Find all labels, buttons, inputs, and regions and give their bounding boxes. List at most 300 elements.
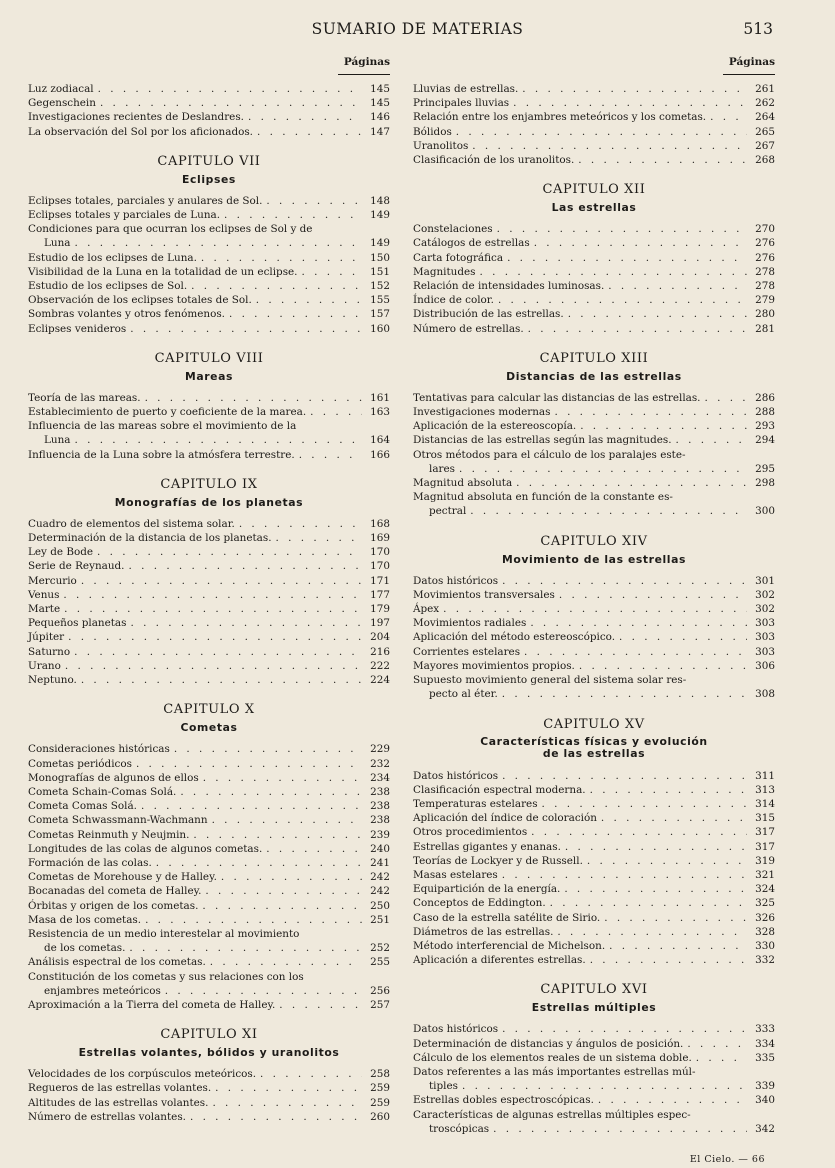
toc-group — [413, 222, 775, 336]
dot-leader — [498, 293, 747, 307]
dot-leader — [590, 953, 747, 967]
dot-leader — [180, 785, 362, 799]
chapter-subject: Movimiento de las estrellas — [501, 552, 687, 566]
entry-page-number: 265 — [755, 125, 775, 138]
dot-leader — [299, 448, 362, 462]
entry-title: Cometas periódicos — [28, 757, 132, 770]
dot-leader — [301, 265, 362, 279]
entry-title: Índice de color. — [413, 294, 494, 307]
toc-entry — [413, 476, 775, 490]
entry-page-number: 308 — [755, 688, 775, 701]
entry-title: Venus — [28, 588, 60, 601]
dot-leader — [502, 1022, 747, 1036]
footer-signature: El Cielo. — 66 — [689, 1154, 765, 1165]
toc-entry-continuation — [413, 687, 775, 701]
dot-leader — [81, 673, 362, 687]
right-column — [413, 54, 775, 1136]
toc-entry-multiline: Condiciones para que ocurran los eclipses de Sol y de — [28, 223, 313, 236]
entry-title: Cometas de Morehouse y de Halley. — [28, 871, 217, 884]
toc-entry-multiline: Constitución de los cometas y sus relaciones con los — [28, 970, 304, 983]
entry-title: Determinación de distancias y ángulos de posición. — [413, 1037, 684, 1050]
entry-title: de los cometas. — [44, 942, 126, 955]
entry-title: Datos históricos — [413, 769, 499, 782]
entry-title: Júpiter — [28, 631, 65, 644]
entry-title: Pequeños planetas — [28, 617, 127, 630]
toc-entry-multiline: Otros métodos para el cálculo de los paralajes este- — [413, 448, 686, 461]
toc-group — [28, 998, 390, 1012]
entry-page-number: 145 — [370, 97, 390, 110]
entry-title: Masa de los cometas. — [28, 913, 142, 926]
toc-entry — [413, 1051, 775, 1065]
entry-title: Cometas Reinmuth y Neujmin. — [28, 828, 190, 841]
chapter-heading: CAPITULO XI — [160, 1027, 258, 1043]
dot-leader — [524, 645, 747, 659]
entry-page-number: 155 — [370, 294, 390, 307]
toc-group — [28, 941, 390, 955]
entry-page-number: 204 — [370, 631, 390, 644]
entry-page-number: 303 — [755, 617, 775, 630]
entry-page-number: 261 — [755, 83, 775, 95]
toc-entry — [413, 953, 775, 967]
toc-entry — [28, 785, 390, 799]
entry-title: Estudio de los eclipses de Luna. — [28, 251, 197, 264]
dot-leader — [221, 870, 362, 884]
entry-page-number: 179 — [370, 603, 390, 616]
entry-page-number: 330 — [755, 939, 775, 952]
entry-page-number: 321 — [755, 868, 775, 881]
dot-leader — [212, 1096, 362, 1110]
entry-title: Bólidos — [413, 125, 452, 138]
entry-title: Carta fotográfica — [413, 251, 504, 264]
column-heading-block — [413, 54, 775, 82]
entry-title: Luna — [44, 434, 71, 447]
entry-page-number: 335 — [755, 1051, 775, 1064]
entry-title: Aplicación del método estereoscópico. — [413, 631, 616, 644]
dot-leader — [210, 955, 362, 969]
toc-entry — [28, 110, 390, 124]
entry-page-number: 238 — [370, 800, 390, 813]
toc-entry — [413, 251, 775, 265]
dot-leader — [493, 1122, 747, 1136]
entry-title: Regueros de las estrellas volantes. — [28, 1082, 212, 1095]
chapter-subject: Monografías de los planetas — [114, 495, 304, 509]
toc-entry — [413, 783, 775, 797]
dot-leader — [136, 757, 362, 771]
entry-title: Influencia de la Luna sobre la atmósfera terrestre. — [28, 448, 295, 461]
entry-title: pecto al éter. — [429, 688, 498, 701]
dot-leader — [676, 433, 747, 447]
toc-entry — [413, 222, 775, 236]
toc-entry — [413, 1093, 775, 1107]
entry-page-number: 278 — [755, 265, 775, 278]
chapter-heading: CAPITULO X — [163, 702, 255, 718]
entry-page-number: 276 — [755, 237, 775, 250]
dot-leader — [598, 1093, 747, 1107]
dot-leader — [502, 687, 747, 701]
dot-leader — [63, 588, 362, 602]
dot-leader — [704, 391, 747, 405]
entry-page-number: 315 — [755, 812, 775, 825]
entry-page-number: 340 — [755, 1094, 775, 1107]
toc-entry — [413, 405, 775, 419]
entry-page-number: 303 — [755, 631, 775, 644]
entry-title: Eclipses venideros — [28, 322, 127, 335]
dot-leader — [145, 913, 362, 927]
dot-leader — [260, 1067, 362, 1081]
entry-title: Magnitud absoluta — [413, 477, 513, 490]
dot-leader — [266, 194, 362, 208]
entry-page-number: 256 — [370, 984, 390, 997]
entry-page-number: 334 — [755, 1037, 775, 1050]
entry-page-number: 164 — [370, 434, 390, 447]
entry-title: Distribución de las estrellas. — [413, 308, 564, 321]
column-heading-block — [28, 54, 390, 82]
entry-page-number: 280 — [755, 308, 775, 321]
toc-entry — [28, 322, 390, 336]
entry-title: Masas estelares — [413, 868, 498, 881]
toc-entry — [413, 645, 775, 659]
toc-entry-multiline: Resistencia de un medio interestelar al movimiento — [28, 927, 300, 940]
dot-leader — [202, 899, 362, 913]
chapter-heading: CAPITULO XII — [542, 182, 646, 198]
toc-entry — [28, 293, 390, 307]
toc-entry — [413, 630, 775, 644]
dot-leader — [587, 854, 747, 868]
entry-title: Principales lluvias — [413, 97, 510, 110]
entry-title: Cometa Comas Solá. — [28, 800, 137, 813]
toc-entry — [413, 659, 775, 673]
entry-title: Clasificación de los uranolitos. — [413, 154, 575, 167]
entry-page-number: 242 — [370, 871, 390, 884]
toc-entry-continuation — [28, 433, 390, 447]
entry-title: enjambres meteóricos — [44, 984, 161, 997]
toc-entry-multiline: Magnitud absoluta en función de la constante es- — [413, 491, 673, 504]
dot-leader — [174, 742, 362, 756]
toc-entry — [413, 293, 775, 307]
entry-title: Neptuno. — [28, 674, 77, 687]
entry-page-number: 303 — [755, 645, 775, 658]
dot-leader — [554, 405, 747, 419]
toc-entry — [28, 125, 390, 139]
entry-page-number: 229 — [370, 743, 390, 756]
entry-title: Bocanadas del cometa de Halley. — [28, 885, 202, 898]
toc-entry — [28, 659, 390, 673]
entry-page-number: 216 — [370, 645, 390, 658]
chapter-subject: Mareas — [185, 369, 233, 383]
toc-group — [413, 82, 775, 167]
chapter-subject-line: de las estrellas — [542, 747, 646, 760]
entry-page-number: 325 — [755, 897, 775, 910]
dot-leader — [528, 322, 747, 336]
entry-title: La observación del Sol por los aficionados. — [28, 125, 253, 138]
toc-entry — [413, 236, 775, 250]
dot-leader — [516, 476, 747, 490]
toc-entry — [28, 588, 390, 602]
chapter-subject — [413, 736, 775, 761]
chapter-heading: CAPITULO XIII — [539, 350, 649, 366]
dot-leader — [74, 236, 362, 250]
entry-title: Estrellas dobles espectroscópicas. — [413, 1094, 594, 1107]
entry-title: Cálculo de los elementos reales de un sistema doble. — [413, 1051, 692, 1064]
dot-leader — [568, 307, 747, 321]
dot-leader — [68, 630, 362, 644]
entry-title: Uranolitos — [413, 139, 469, 152]
entry-title: Otros procedimientos — [413, 826, 528, 839]
entry-page-number: 255 — [370, 956, 390, 969]
dot-leader — [687, 1037, 747, 1051]
toc-entry — [28, 517, 390, 531]
entry-page-number: 239 — [370, 828, 390, 841]
entry-page-number: 238 — [370, 785, 390, 798]
entry-page-number: 276 — [755, 251, 775, 264]
toc-entry — [28, 673, 390, 687]
entry-title: Datos históricos — [413, 574, 499, 587]
toc-group — [413, 462, 775, 476]
dot-leader — [557, 925, 747, 939]
toc-entry — [28, 616, 390, 630]
entry-title: Luz zodiacal — [28, 83, 94, 95]
entry-title: troscópicas — [429, 1122, 490, 1135]
dot-leader — [497, 222, 747, 236]
toc-entry — [28, 194, 390, 208]
toc-entry — [413, 153, 775, 167]
page-number: 513 — [743, 20, 773, 38]
dot-leader — [129, 941, 362, 955]
dot-leader — [534, 236, 747, 250]
dot-leader — [201, 251, 362, 265]
dot-leader — [74, 433, 362, 447]
entry-title: Altitudes de las estrellas volantes. — [28, 1096, 209, 1109]
dot-leader — [530, 616, 747, 630]
column-heading-paginas: Páginas — [728, 56, 775, 68]
entry-page-number: 268 — [755, 154, 775, 167]
dot-leader — [459, 462, 747, 476]
chapter-heading: CAPITULO VII — [157, 153, 261, 169]
toc-entry — [28, 279, 390, 293]
dot-leader — [74, 645, 362, 659]
toc-entry — [413, 265, 775, 279]
entry-page-number: 170 — [370, 560, 390, 573]
chapter-heading: CAPITULO XV — [543, 716, 645, 732]
entry-page-number: 146 — [370, 111, 390, 124]
toc-entry — [28, 574, 390, 588]
entry-page-number: 242 — [370, 885, 390, 898]
entry-page-number: 281 — [755, 322, 775, 335]
toc-entry — [28, 531, 390, 545]
toc-entry — [28, 842, 390, 856]
dot-leader — [578, 153, 747, 167]
entry-page-number: 197 — [370, 617, 390, 630]
toc-entry — [28, 545, 390, 559]
dot-leader — [502, 769, 747, 783]
toc-group — [28, 236, 390, 250]
entry-title: Visibilidad de la Luna en la totalidad de un eclipse. — [28, 265, 298, 278]
entry-page-number: 259 — [370, 1082, 390, 1095]
entry-title: Longitudes de las colas de algunos cometas. — [28, 842, 263, 855]
column-heading-rule — [723, 74, 775, 75]
toc-entry — [413, 433, 775, 447]
chapter-subject: Cometas — [180, 721, 238, 735]
entry-page-number: 267 — [755, 139, 775, 152]
entry-title: Teorías de Lockyer y de Russell. — [413, 854, 583, 867]
dot-leader — [248, 110, 362, 124]
toc-group — [413, 504, 775, 518]
dot-leader — [257, 125, 362, 139]
entry-page-number: 270 — [755, 223, 775, 236]
entry-page-number: 163 — [370, 406, 390, 419]
entry-title: Número de estrellas volantes. — [28, 1110, 186, 1123]
dot-leader — [696, 1051, 747, 1065]
entry-title: Cometa Schain-Comas Solá. — [28, 785, 177, 798]
toc-entry — [413, 854, 775, 868]
entry-page-number: 286 — [755, 391, 775, 404]
dot-leader — [229, 307, 362, 321]
toc-entry — [28, 405, 390, 419]
toc-entry — [28, 813, 390, 827]
dot-leader — [604, 911, 747, 925]
dot-leader — [507, 251, 747, 265]
toc-entry — [28, 884, 390, 898]
dot-leader — [542, 797, 747, 811]
entry-title: Método interferencial de Michelson. — [413, 939, 606, 952]
entry-title: Ápex — [413, 603, 440, 616]
toc-entry-continuation — [413, 462, 775, 476]
toc-entry — [413, 1022, 775, 1036]
entry-title: Consideraciones históricas — [28, 743, 170, 756]
dot-leader — [130, 616, 362, 630]
chapter-subject: Distancias de las estrellas — [506, 369, 682, 383]
entry-page-number: 298 — [755, 477, 775, 490]
entry-page-number: 251 — [370, 913, 390, 926]
toc-group — [28, 1067, 390, 1124]
toc-group — [28, 517, 390, 687]
toc-entry — [28, 799, 390, 813]
toc-entry — [413, 616, 775, 630]
chapter-heading: CAPITULO XIV — [540, 533, 648, 549]
entry-title: Movimientos transversales — [413, 588, 555, 601]
entry-page-number: 241 — [370, 856, 390, 869]
entry-title: Catálogos de estrellas — [413, 237, 530, 250]
toc-entry — [28, 771, 390, 785]
toc-entry — [28, 391, 390, 405]
entry-page-number: 311 — [755, 769, 775, 782]
dot-leader — [64, 602, 362, 616]
toc-entry — [413, 811, 775, 825]
entry-page-number: 145 — [370, 83, 390, 95]
entry-title: Diámetros de las estrellas. — [413, 925, 554, 938]
dot-leader — [129, 559, 363, 573]
entry-title: Urano — [28, 659, 61, 672]
entry-title: Aplicación de la estereoscopía. — [413, 420, 577, 433]
entry-page-number: 224 — [370, 674, 390, 687]
toc-entry — [413, 882, 775, 896]
toc-entry-continuation — [413, 504, 775, 518]
toc-entry — [413, 925, 775, 939]
column-heading-rule — [338, 74, 390, 75]
entry-page-number: 279 — [755, 294, 775, 307]
dot-leader — [266, 842, 362, 856]
dot-leader — [531, 825, 747, 839]
entry-page-number: 319 — [755, 854, 775, 867]
entry-title: Relación de intensidades luminosas. — [413, 280, 605, 293]
toc-group — [413, 476, 775, 490]
entry-title: tiples — [429, 1080, 458, 1093]
dot-leader — [310, 405, 362, 419]
dot-leader — [205, 884, 362, 898]
entry-page-number: 301 — [755, 574, 775, 587]
dot-leader — [165, 984, 362, 998]
dot-leader — [98, 82, 362, 96]
entry-page-number: 259 — [370, 1096, 390, 1109]
dot-leader — [215, 1081, 362, 1095]
toc-group — [413, 1022, 775, 1065]
entry-page-number: 177 — [370, 588, 390, 601]
chapter-subject: Las estrellas — [551, 201, 637, 215]
entry-title: Número de estrellas. — [413, 322, 524, 335]
dot-leader — [608, 279, 747, 293]
entry-page-number: 332 — [755, 954, 775, 967]
toc-entry-continuation — [413, 1122, 775, 1136]
toc-entry — [28, 1067, 390, 1081]
entry-page-number: 222 — [370, 659, 390, 672]
toc-group — [413, 769, 775, 968]
entry-page-number: 148 — [370, 194, 390, 207]
entry-page-number: 264 — [755, 111, 775, 124]
entry-title: Marte — [28, 603, 61, 616]
entry-title: Conceptos de Eddington. — [413, 897, 546, 910]
dot-leader — [190, 1110, 362, 1124]
dot-leader — [279, 998, 362, 1012]
entry-title: Temperaturas estelares — [413, 797, 538, 810]
toc-group — [28, 391, 390, 419]
toc-entry — [28, 630, 390, 644]
chapter-heading: CAPITULO XVI — [540, 982, 648, 998]
entry-page-number: 302 — [755, 588, 775, 601]
entry-page-number: 260 — [370, 1110, 390, 1123]
dot-leader — [564, 882, 747, 896]
entry-title: Tentativas para calcular las distancias de las estrellas. — [413, 391, 701, 404]
toc-group — [28, 742, 390, 927]
entry-page-number: 166 — [370, 448, 390, 461]
running-header — [0, 20, 835, 44]
entry-title: Saturno — [28, 645, 71, 658]
toc-entry — [28, 742, 390, 756]
toc-entry — [28, 96, 390, 110]
toc-entry-continuation — [28, 984, 390, 998]
dot-leader — [579, 659, 747, 673]
entry-title: Órbitas y origen de los cometas. — [28, 899, 199, 912]
toc-entry — [413, 840, 775, 854]
toc-group — [413, 1093, 775, 1107]
toc-entry — [28, 870, 390, 884]
toc-entry — [413, 391, 775, 405]
toc-group — [413, 687, 775, 701]
entry-title: Cuadro de elementos del sistema solar. — [28, 517, 235, 530]
entry-title: Estrellas gigantes y enanas. — [413, 840, 561, 853]
entry-title: Estudio de los eclipses de Sol. — [28, 280, 188, 293]
entry-page-number: 262 — [755, 97, 775, 110]
chapter-subject-line: Características físicas y evolución — [480, 734, 708, 748]
toc-entry — [413, 896, 775, 910]
entry-title: Magnitudes — [413, 265, 476, 278]
toc-entry — [413, 588, 775, 602]
entry-title: Equipartición de la energía. — [413, 883, 561, 896]
entry-page-number: 171 — [370, 574, 390, 587]
entry-title: Aproximación a la Tierra del cometa de Halley. — [28, 998, 276, 1011]
dot-leader — [100, 96, 362, 110]
entry-page-number: 257 — [370, 998, 390, 1011]
toc-entry — [413, 1037, 775, 1051]
